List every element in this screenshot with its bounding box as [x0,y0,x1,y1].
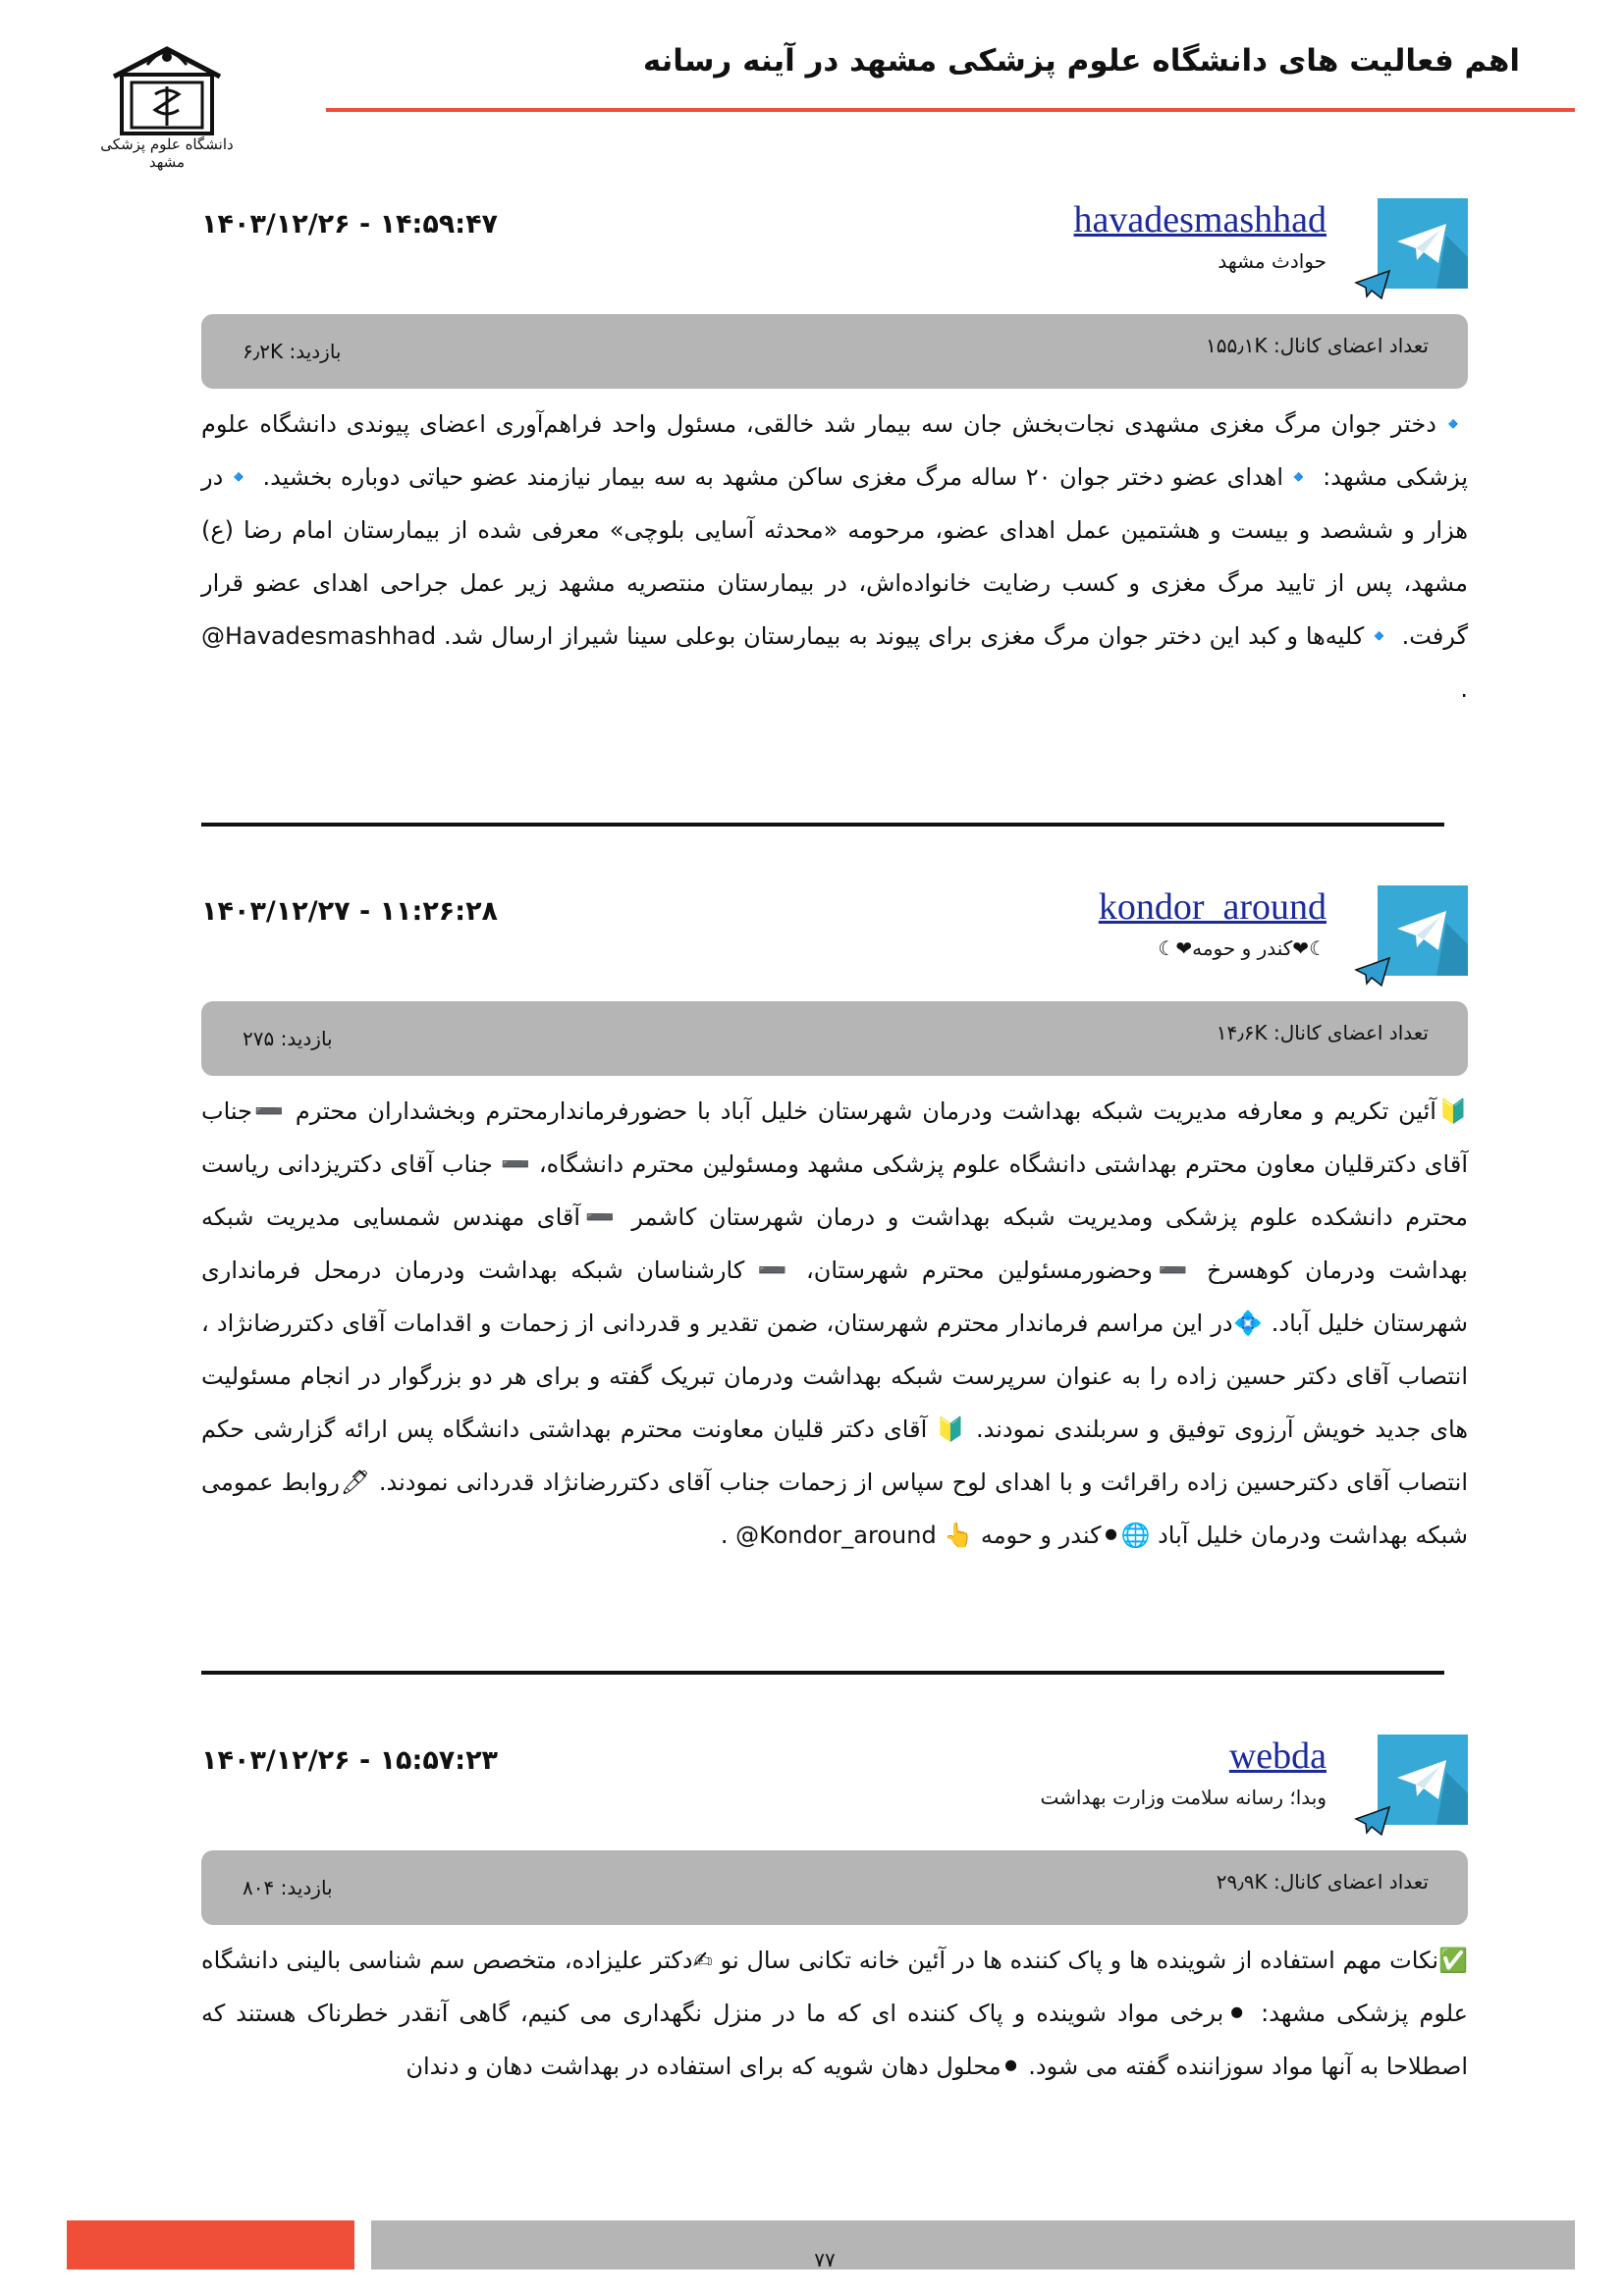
post-body: 🔰آئین تکریم و معارفه مدیریت شبکه بهداشت ودرمان شهرستان خلیل آباد با حضورفرماندارمحترم وبخشداران محترم ➖جناب آقای دکترقلیان معاون محترم بهداشتی دانشگاه علوم پزشکی مشهد ومسئولین محترم دانشگاه، ➖ جناب آقای دکتریزدانی ریاست محترم دانشکده علوم پزشکی ومدیریت شبکه بهداشت و درمان شهرستان کاشمر ➖آقای مهندس شمسایی مدیریت شبکه بهداشت ودرمان کوهسرخ ➖وحضورمسئولین محترم شهرستان، ➖ کارشناسان شبکه بهداشت ودرمان درمحل فرمانداری شهرستان خلیل آباد. 💠در این مراسم فرماندار محترم شهرستان، ضمن تقدیر و قدردانی از زحمات و اقدامات آقای دکتررضانژاد ، انتصاب آقای دکتر حسین زاده را به عنوان سرپرست شبکه بهداشت ودرمان تبریک گفته و برای هر دو بزرگوار در انجام مسئولیت های جدید خویش آرزوی توفیق و سربلندی نمودند. 🔰 آقای دکتر قلیان معاونت محترم بهداشتی دانشگاه پس ارائه گزارشی حکم انتصاب آقای دکترحسین زاده راقرائت و با اهدای لوح سپاس از زحمات جناب آقای دکتررضانژاد قدردانی نمودند. 🖊روابط عمومی شبکه بهداشت ودرمان خلیل آباد 🌐⚫کندر و حومه 👆 ‎@Kondor_around . [201,1097,1468,1549]
members-count: تعداد اعضای کانال: ۲۹٫۹K [1216,1870,1429,1894]
telegram-small-icon [1354,956,1391,988]
footer-bar [371,2220,1575,2269]
post-body: 🔹دختر جوان مرگ مغزی مشهدی نجات‌بخش جان سه بیمار شد خالقی، مسئول واحد فراهم‌آوری اعضای پیوندی دانشگاه علوم پزشکی مشهد: 🔹اهدای عضو دختر جوان ۲۰ ساله مرگ مغزی ساکن مشهد به سه بیمار نیازمند عضو حیاتی دوباره بخشید. 🔹در هزار و ششصد و بیست و هشتمین عمل اهدای عضو، مرحومه «محدثه آسایی بلوچی» معرفی شده از بیمارستان امام رضا (ع) مشهد، پس از تایید مرگ مغزی و کسب رضایت خانواده‌اش، در بیمارستان منتصریه مشهد زیر عمل جراحی اهدای عضو قرار گرفت. 🔹کلیه‌ها و کبد این دختر جوان مرگ مغزی برای پیوند به بیمارستان بوعلی سینا شیراز ارسال شد. ‎@Havadesmashhad . [201,410,1468,703]
logo-caption: دانشگاه علوم پزشکی مشهد [100,135,234,171]
stats-bar [201,1001,1468,1076]
views-count: بازدید: ۸۰۴ [243,1876,333,1899]
channel-link[interactable]: havadesmashhad [1073,199,1326,240]
post-separator [201,1671,1444,1675]
members-count: تعداد اعضای کانال: ۱۴٫۶K [1216,1021,1429,1044]
channel-subtitle: وبدا؛ رسانه سلامت وزارت بهداشت [1040,1786,1326,1809]
views-count: بازدید: ۶٫۲K [243,340,342,363]
post-datetime: ۱۴۰۳/۱۲/۲۷ - ۱۱:۲۶:۲۸ [201,896,499,927]
channel-link[interactable]: kondor_around [1098,886,1326,928]
stats-bar [201,314,1468,389]
members-count: تعداد اعضای کانال: ۱۵۵٫۱K [1206,334,1429,357]
telegram-small-icon [1354,1805,1391,1837]
header-divider [326,108,1575,112]
post-body: ✅نکات مهم استفاده از شوینده ها و پاک کننده ها در آئین خانه تکانی سال نو ✍دکتر علیزاده، متخصص سم شناسی بالینی دانشگاه علوم پزشکی مشهد: ⚫برخی مواد شوینده و پاک کننده ای که ما در منزل نگهداری می کنیم، گاهی آنقدر خطرناک هستند که اصطلاحا به آنها مواد سوزاننده گفته می شود. ⚫محلول دهان شویه که برای استفاده در بهداشت دهان و دندان [201,1947,1468,2080]
channel-subtitle: حوادث مشهد [1218,249,1326,273]
post-datetime: ۱۴۰۳/۱۲/۲۶ - ۱۵:۵۷:۲۳ [201,1745,499,1776]
post-datetime: ۱۴۰۳/۱۲/۲۶ - ۱۴:۵۹:۴۷ [201,209,499,240]
stats-bar [201,1850,1468,1925]
channel-link[interactable]: webda [1228,1735,1326,1777]
channel-subtitle: ☾❤کندر و حومه❤☾ [1158,936,1326,960]
footer-accent-bar [67,2220,354,2269]
page-title: اهم فعالیت های دانشگاه علوم پزشکی مشهد در آینه رسانه [642,43,1520,79]
page-number: ۷۷ [814,2248,836,2271]
views-count: بازدید: ۲۷۵ [243,1027,333,1050]
logo-emblem-icon [98,37,236,135]
post-separator [201,823,1444,827]
telegram-small-icon [1354,269,1391,300]
